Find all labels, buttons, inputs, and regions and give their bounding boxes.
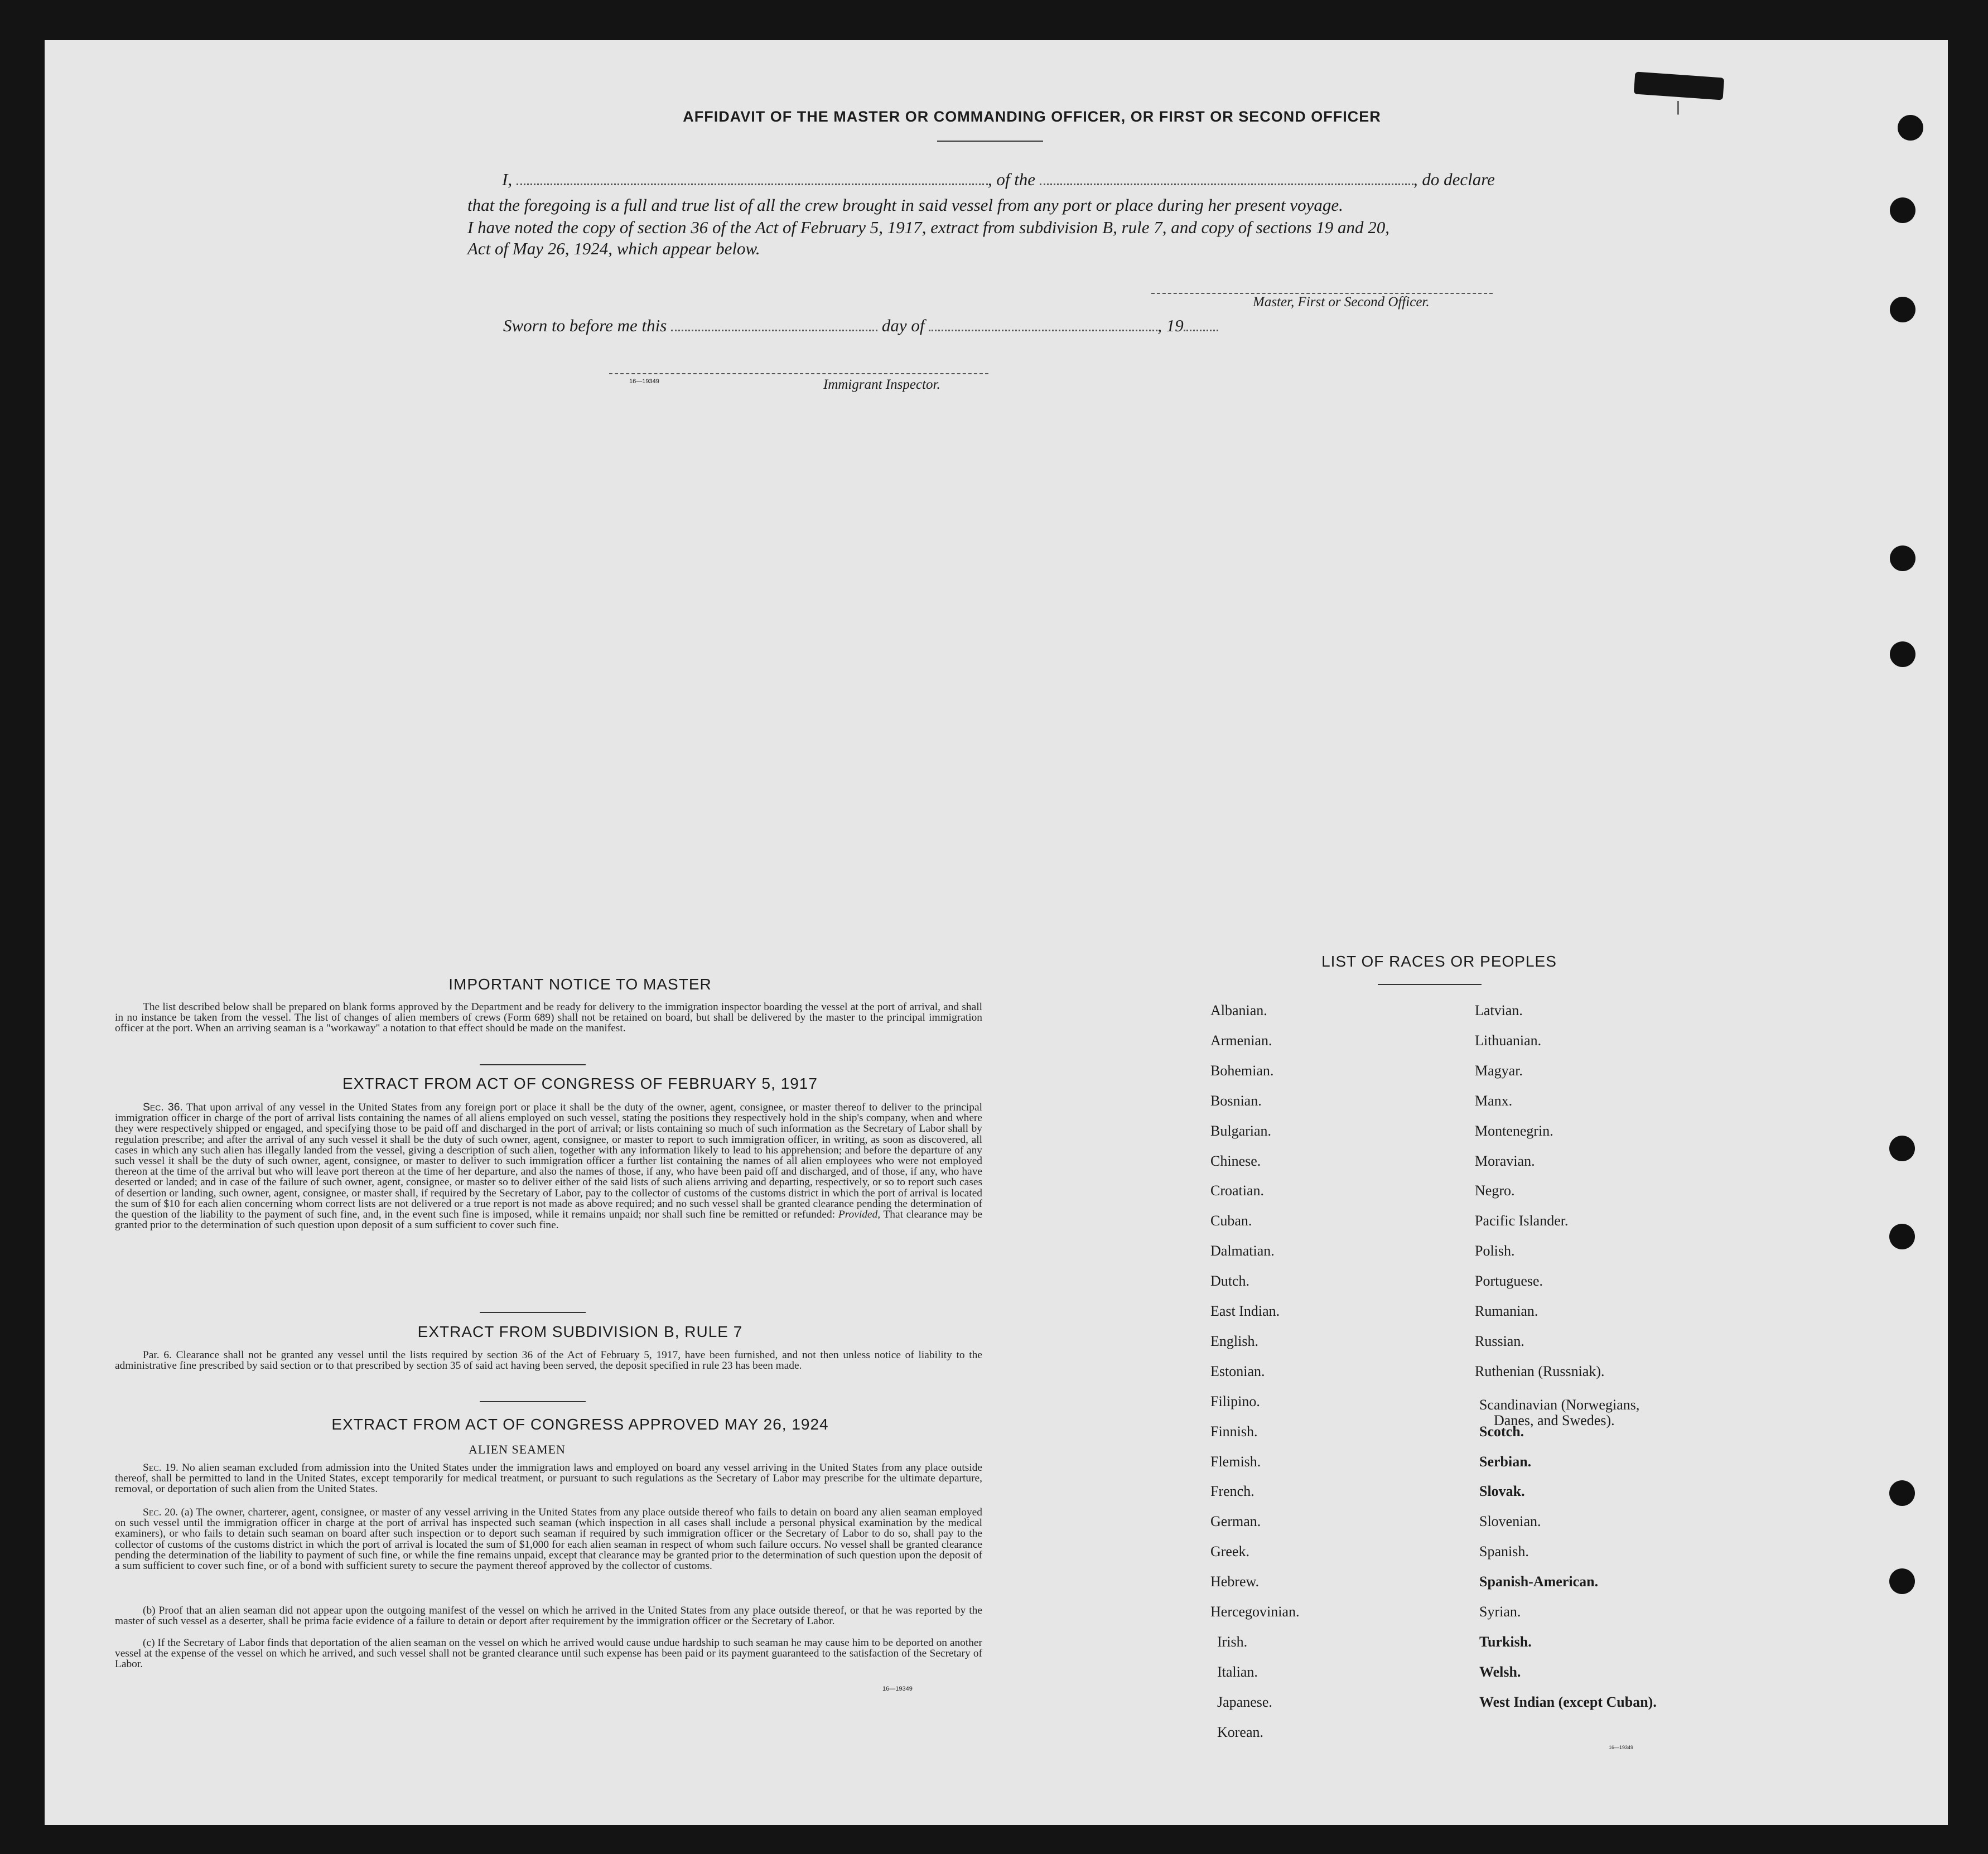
inspector-caption: Immigrant Inspector.: [823, 377, 940, 392]
affidavit-declare: , do declare: [1413, 170, 1495, 189]
race-right-item: Negro.: [1475, 1182, 1515, 1199]
race-right-item: Moravian.: [1475, 1152, 1535, 1169]
race-right-item: Slovak.: [1479, 1483, 1525, 1500]
form-number: 16—19349: [882, 1686, 913, 1692]
race-left-item: Hebrew.: [1210, 1573, 1260, 1590]
punch-hole: [1889, 1136, 1915, 1161]
race-right-item: Spanish-American.: [1479, 1573, 1599, 1590]
race-left-item: Chinese.: [1210, 1152, 1261, 1169]
race-left-item: Greek.: [1210, 1543, 1250, 1560]
sec-20-label: Sec. 20.: [143, 1507, 178, 1518]
extract-rule7-text: [115, 1350, 982, 1371]
race-left-item: German.: [1210, 1513, 1261, 1530]
race-right-item: Syrian.: [1479, 1604, 1521, 1620]
punch-hole: [1889, 1568, 1915, 1594]
inspector-line: [609, 373, 988, 374]
sec-20b-text: (b) Proof that an alien seaman did not appear upon the outgoing manifest of the vessel on which he arrived in the United States from any place outside thereof, or that he was reported by the master of such vessel as a deserter, shall be prima facie evidence of a failure to detain or deport after requirement by the immigration officer or the Secretary of Labor.: [115, 1605, 982, 1628]
affidavit-title: AFFIDAVIT OF THE MASTER OR COMMANDING OFFICER, OR FIRST OR SECOND OFFICER: [683, 108, 1381, 125]
races-title: LIST OF RACES OR PEOPLES: [1321, 953, 1557, 970]
race-right-item: Pacific Islander.: [1475, 1213, 1569, 1229]
year-blank: [1184, 329, 1218, 331]
par-6-body: Clearance shall not be granted any vessel until the lists required by section 36 of the Act of February 5, 1917, have been furnished, and not then unless notice of liability to the administrative fine prescribed by said section or to that prescribed by section 35 of said act having been served, the deposit specified in rule 23 has been made.: [115, 1349, 982, 1372]
race-right-item: West Indian (except Cuban).: [1479, 1693, 1657, 1710]
race-left-item: Filipino.: [1210, 1393, 1260, 1409]
punch-hole: [1890, 641, 1915, 667]
form-number: 16—19349: [629, 378, 659, 385]
torn-corner: [1634, 71, 1724, 100]
affidavit-of-the: , of the: [987, 170, 1036, 189]
sworn-day-of: day of: [881, 316, 925, 335]
punch-hole: [1890, 297, 1915, 322]
punch-hole: [1889, 1224, 1915, 1249]
sec-36-end: That clearance may be granted prior to the determination of such question upon deposit of a sum sufficient to cover such fine.: [115, 1209, 982, 1232]
race-left-item: East Indian.: [1210, 1303, 1280, 1319]
race-left-item: Albanian.: [1210, 1002, 1267, 1018]
notice-title: IMPORTANT NOTICE TO MASTER: [448, 976, 712, 993]
race-right-item: Danes, and Swedes).: [1494, 1412, 1615, 1428]
affidavit-line-2: that the foregoing is a full and true list of all the crew brought in said vessel from any port or place during her present voyage.: [467, 195, 1343, 215]
race-left-item: Italian.: [1217, 1663, 1258, 1680]
race-right-item: Spanish.: [1479, 1543, 1529, 1560]
race-left-item: Flemish.: [1210, 1453, 1261, 1470]
alien-seamen-subtitle: ALIEN SEAMEN: [469, 1442, 566, 1456]
sworn-text: Sworn to before me this: [503, 316, 667, 335]
race-right-item: Lithuanian.: [1475, 1032, 1542, 1049]
day-blank: [671, 329, 877, 331]
signature-caption: Master, First or Second Officer.: [1253, 294, 1430, 310]
affidavit-line-3: I have noted the copy of section 36 of the Act of February 5, 1917, extract from subdivision B, rule 7, and copy of sections 19 and 20,: [467, 218, 1390, 237]
sec-20a-body: (a) The owner, charterer, agent, consignee, or master of any vessel arriving in the United States from any place outside thereof who fails to detain on board any alien seaman employed on such vessel until the immigration officer in charge at the port of arrival has inspected such seaman (which inspection in all cases shall include a personal physical examination by the medical examiners), or who fails to detain such seaman on board after such inspection or to deport such seaman if required by such immigration officer or the Secretary of Labor to do so, shall pay to the collector of customs of the customs district in which the port of arrival is located the sum of $1,000 for each alien seaman in respect of whom such failure occurs. No vessel shall be granted clearance pending the determination of the liability to payment of such fine, or while the fine remains unpaid, except that clearance may be granted prior to the determination of such question upon the deposit of a sum sufficient to cover such fine, or of a bond with sufficient surety to secure the payment thereof approved by the collector of customs.: [115, 1507, 982, 1572]
sworn-year: , 19: [1157, 316, 1184, 335]
race-right-item: Scotch.: [1479, 1423, 1524, 1440]
form-number: 16—19349: [1609, 1745, 1634, 1750]
affidavit-line-1: [502, 170, 1495, 190]
sworn-line: [503, 316, 1218, 336]
provided-label: Provided,: [838, 1209, 881, 1221]
race-right-item: Ruthenian (Russniak).: [1475, 1363, 1605, 1379]
vessel-blank: [1040, 183, 1413, 185]
divider: [480, 1312, 586, 1313]
extract-1924-title: EXTRACT FROM ACT OF CONGRESS APPROVED MAY 26, 1924: [331, 1416, 829, 1433]
sec-20a-text: [115, 1507, 982, 1571]
divider: [480, 1401, 586, 1402]
affidavit-i: I,: [502, 170, 513, 189]
race-right-item: Polish.: [1475, 1243, 1515, 1259]
race-right-item: Portuguese.: [1475, 1273, 1543, 1290]
extract-rule7-title: EXTRACT FROM SUBDIVISION B, RULE 7: [417, 1323, 743, 1340]
race-right-item: Latvian.: [1475, 1002, 1523, 1018]
sec-19-text: [115, 1462, 982, 1495]
extract-1917-title: EXTRACT FROM ACT OF CONGRESS OF FEBRUARY 5, 1917: [342, 1075, 818, 1092]
divider: [1378, 984, 1482, 985]
race-right-item: Montenegrin.: [1475, 1122, 1553, 1139]
race-right-item: Manx.: [1475, 1092, 1513, 1109]
race-left-item: English.: [1210, 1332, 1258, 1349]
page-mark: |: [1676, 98, 1680, 115]
race-left-item: Japanese.: [1217, 1693, 1272, 1710]
affidavit-line-4: Act of May 26, 1924, which appear below.: [467, 239, 760, 258]
par-6-label: Par. 6.: [143, 1349, 172, 1361]
race-left-item: Estonian.: [1210, 1363, 1265, 1379]
punch-hole: [1889, 1480, 1915, 1506]
race-right-item: Slovenian.: [1479, 1513, 1541, 1530]
race-left-item: Dutch.: [1210, 1273, 1250, 1290]
extract-1917-text: [115, 1102, 982, 1230]
race-right-item: Russian.: [1475, 1332, 1524, 1349]
punch-hole: [1890, 545, 1915, 571]
race-left-item: Croatian.: [1210, 1182, 1265, 1199]
sec-19-label: Sec. 19.: [143, 1462, 178, 1474]
race-left-item: Hercegovinian.: [1210, 1604, 1300, 1620]
race-left-item: Irish.: [1217, 1633, 1248, 1650]
race-right-item: Serbian.: [1479, 1453, 1532, 1470]
race-right-item: Rumanian.: [1475, 1303, 1538, 1319]
race-left-item: Bohemian.: [1210, 1062, 1274, 1079]
race-left-item: Finnish.: [1210, 1423, 1258, 1440]
divider: [937, 141, 1043, 142]
punch-hole: [1890, 197, 1915, 223]
sec-20c-text: (c) If the Secretary of Labor finds that deportation of the alien seaman on the vessel on which he arrived would cause undue hardship to such seaman he may cause him to be deported on another vessel at the expense of the vessel on which he arrived, and such vessel shall not be granted clearance until such expense has been paid or its payment guaranteed to the satisfaction of the Secretary of Labor.: [115, 1637, 982, 1670]
month-blank: [929, 329, 1157, 331]
sec-36-body: That upon arrival of any vessel in the United States from any foreign port or place it shall be the duty of the owner, agent, consignee, or master thereof to deliver to the principal immigration officer in charge of the port of arrival lists containing the names of all aliens employed on such vessel, stating the positions they respectively hold in the ship's company, when and where they were respectively shipped or engaged, and specifying those to be paid off and discharged in the port of arrival; or lists containing so much of such information as the Secretary of Labor shall by regulation prescribe; and after the arrival of any such vessel it shall be the duty of such owner, agent, consignee, or master to report to such immigration officer, in writing, as soon as discovered, all cases in which any such alien has illegally landed from the vessel, giving a description of such alien, together with any information likely to lead to his apprehension; and before the departure of any such vessel it shall be the duty of such owner, agent, consignee, or master to deliver to such immigration officer a further list containing the names of all alien employees who were not employed thereon at the time of the arrival but who will leave port thereon at the time of her departure, and also the names of those, if any, who have been paid off and discharged, and of those, if any, who have deserted or landed; and in case of the failure of such owner, agent, consignee, or master so to deliver either of the said lists of such aliens arriving and departing, respectively, or so to report such cases of desertion or landing, such owner, agent, consignee, or master shall, if required by the Secretary of Labor, pay to the collector of customs of the customs district in which the port of arrival is located the sum of $10 for each alien concerning whom correct lists are not delivered or a true report is not made as above required; and no such vessel shall be granted clearance pending the determination of the question of the liability to the payment of such fine, and, in the event such fine is imposed, while it remains unpaid; nor shall such fine be remitted or refunded:: [115, 1102, 982, 1221]
race-left-item: Cuban.: [1210, 1213, 1252, 1229]
notice-text: The list described below shall be prepared on blank forms approved by the Department and be ready for delivery to the immigration inspector boarding the vessel at the port of arrival, and shall in no instance be taken from the vessel. The list of changes of alien members of crews (Form 689) shall not be retained on board, but shall be delivered by the master to the principal immigration officer at the port. When an arriving seaman is a "workaway" a notation to that effect should be made on the manifest.: [115, 1001, 982, 1035]
race-left-item: French.: [1210, 1483, 1254, 1500]
name-blank: [517, 183, 988, 185]
race-left-item: Dalmatian.: [1210, 1243, 1275, 1259]
punch-hole: [1898, 115, 1923, 141]
race-left-item: Korean.: [1217, 1723, 1264, 1740]
signature-line: [1151, 293, 1493, 294]
document-page: [45, 40, 1948, 1825]
race-left-item: Bosnian.: [1210, 1092, 1262, 1109]
race-right-item: Turkish.: [1479, 1633, 1532, 1650]
race-right-item: Magyar.: [1475, 1062, 1523, 1079]
sec-19-body: No alien seaman excluded from admission into the United States under the immigration laws and employed on board any vessel arriving in the United States from any place outside thereof, shall be permitted to land in the United States, except temporarily for medical treatment, or pursuant to such regulations as the Secretary of Labor may prescribe for the ultimate departure, removal, or deportation of such alien from the United States.: [115, 1462, 983, 1495]
race-right-item: Scandinavian (Norwegians,: [1479, 1396, 1640, 1413]
race-left-item: Armenian.: [1210, 1032, 1272, 1049]
race-right-item: Welsh.: [1479, 1663, 1521, 1680]
sec-36-label: Sec. 36.: [143, 1101, 183, 1113]
divider: [480, 1064, 586, 1065]
race-left-item: Bulgarian.: [1210, 1122, 1272, 1139]
